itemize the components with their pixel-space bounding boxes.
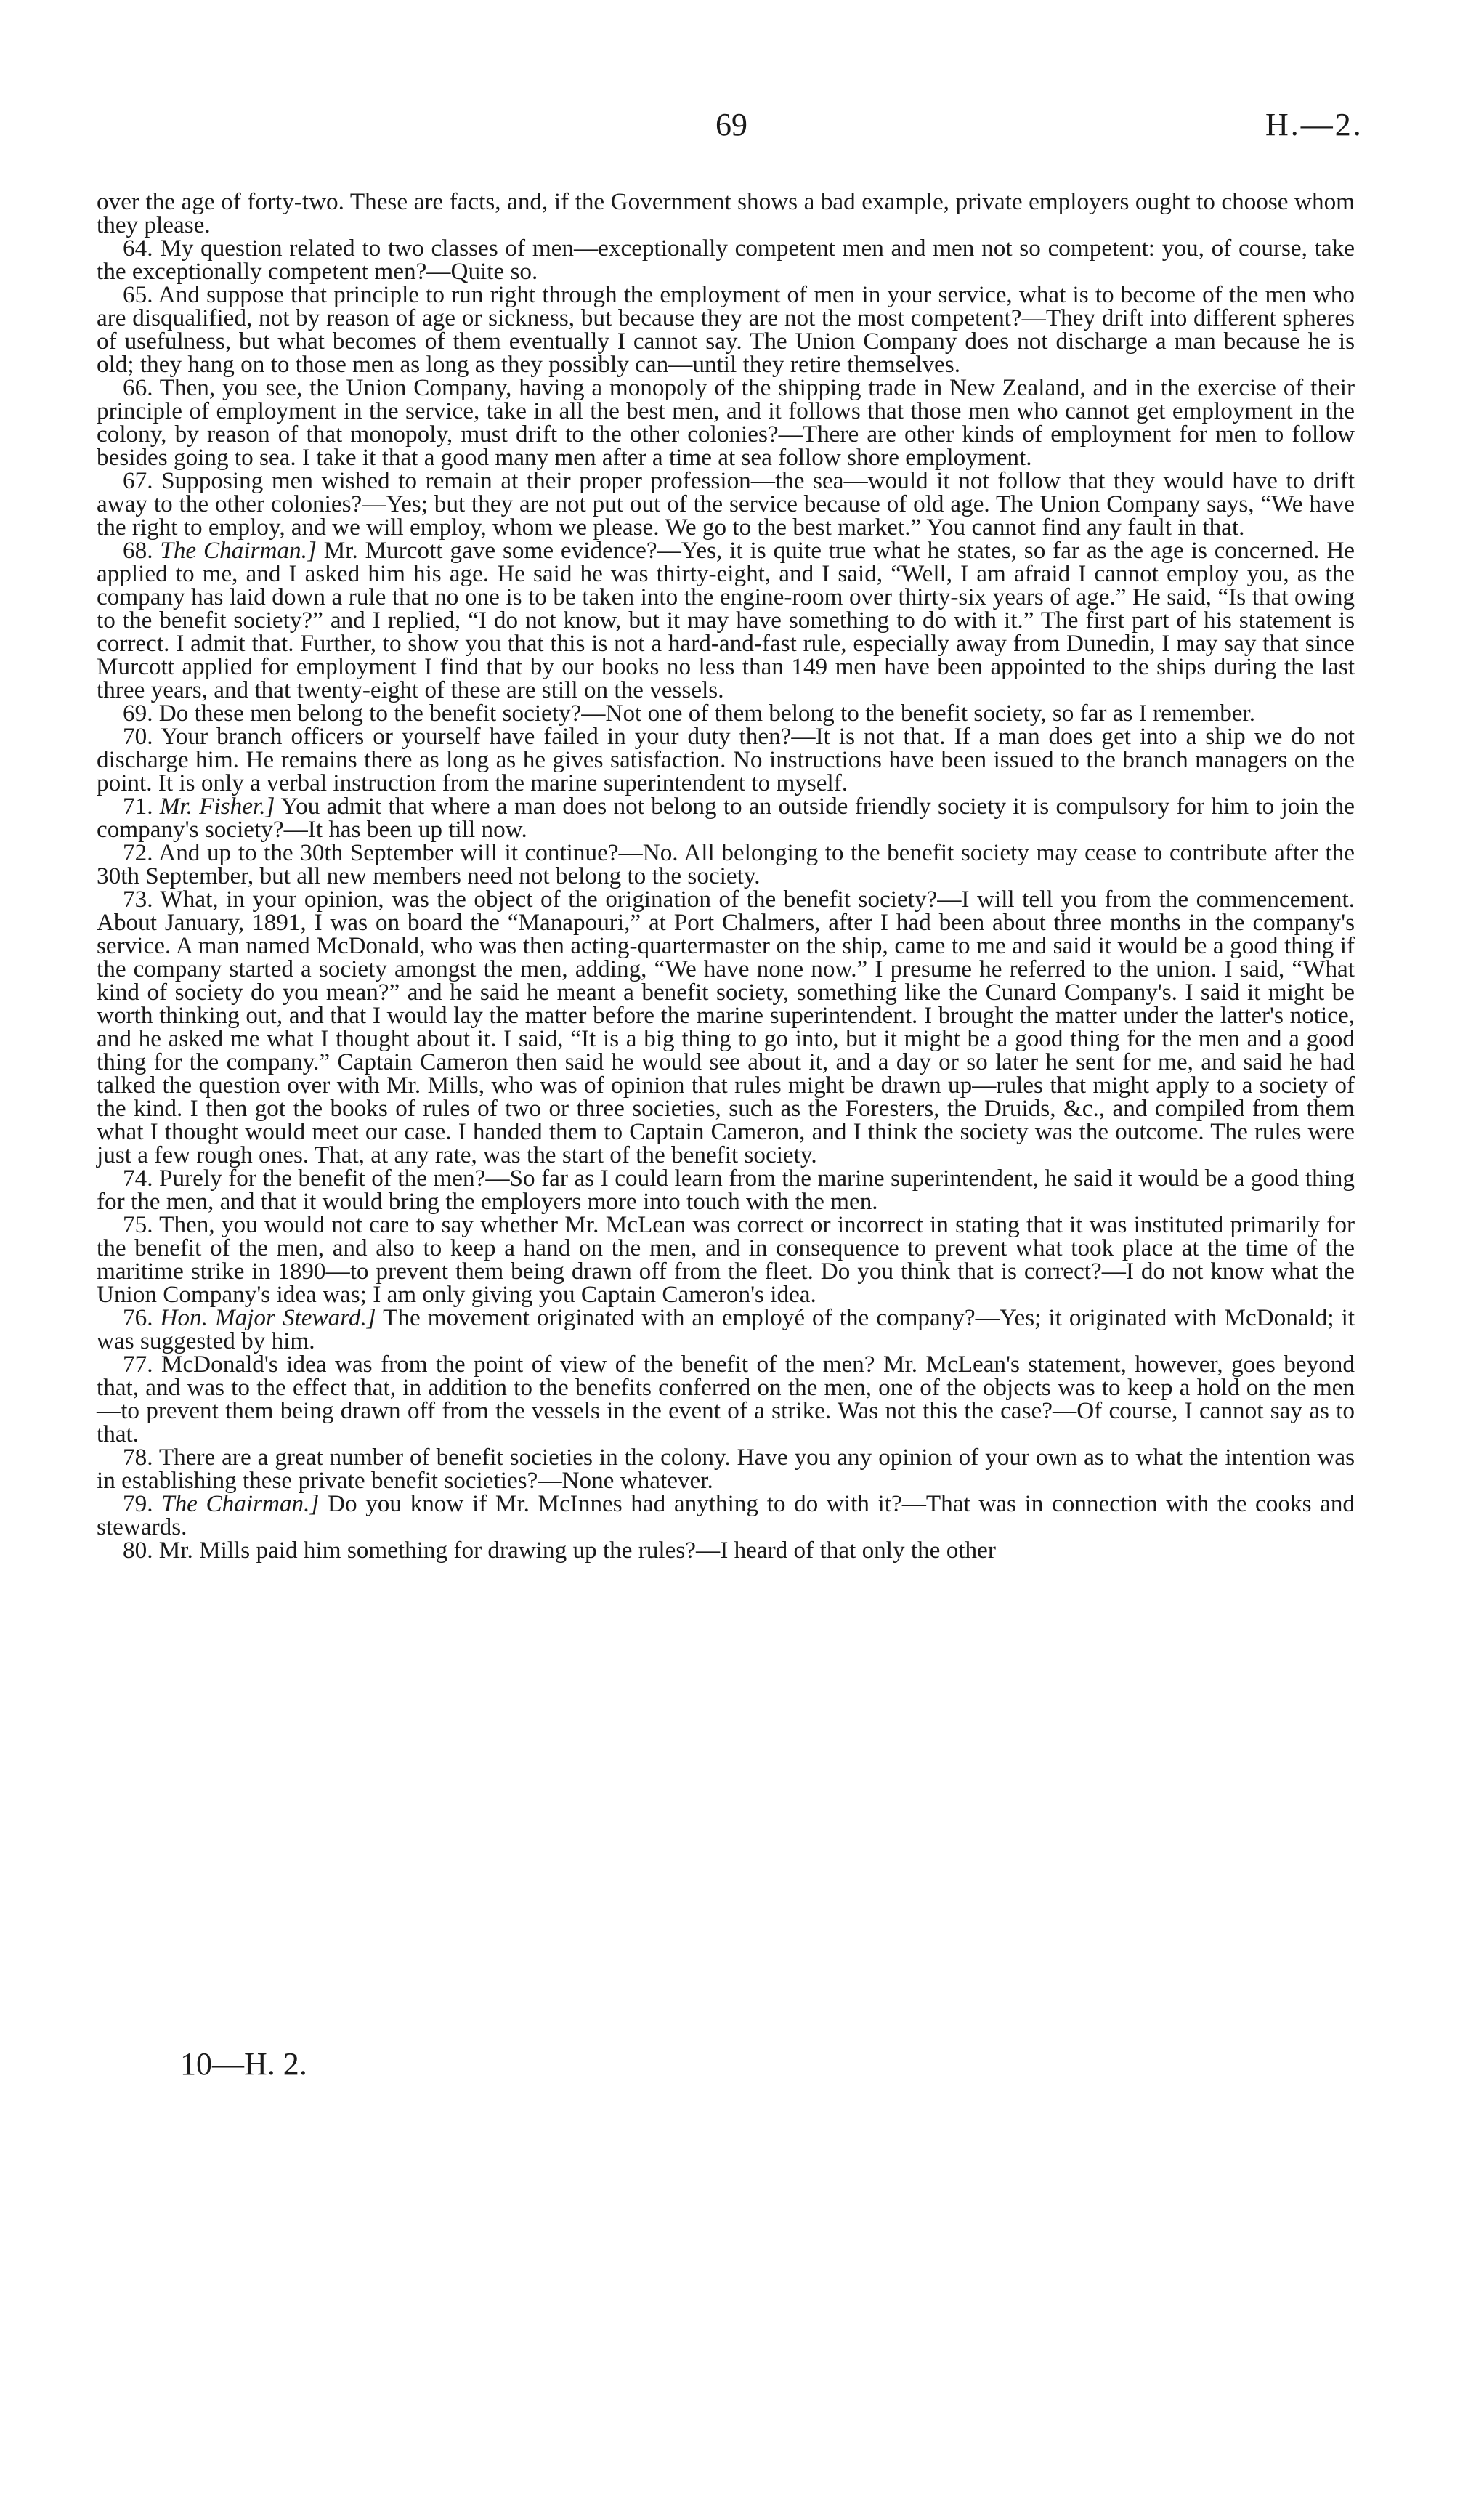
speaker-label: The Chairman.] — [160, 537, 317, 564]
paragraph: 73. What, in your opinion, was the object of the origination of the benefit society?—I will tell you from the commencement. About January, 1891, I was on board the “Manapouri,” at Port Chalmers, after I had been about three months in the company's service. A man named McDonald, who was then acting-quartermaster on the ship, came to me and said it would be a good thing if the company started a society amongst the men, adding, “We have none now.” I presume he referred to the union. I said, “What kind of society do you mean?” and he said he meant a benefit society, something like the Cunard Company's. I said it might be worth thinking out, and that I would lay the matter before the marine superintendent. I brought the matter under the latter's notice, and he asked me what I thought about it. I said, “It is a big thing to go into, but it might be a good thing for the men and a good thing for the company.” Captain Cameron then said he would see about it, and a day or so later he sent for me, and said he had talked the question over with Mr. Mills, who was of opinion that rules might be drawn up—rules that might apply to a society of the kind. I then got the books of rules of two or three societies, such as the Foresters, the Druids, &c., and compiled from them what I thought would meet our case. I handed them to Captain Cameron, and I think the society was the outcome. The rules were just a few rough ones. That, at any rate, was the start of the benefit society. — [97, 886, 1355, 1168]
footer-signature: 10—H. 2. — [180, 2046, 307, 2082]
speaker-label: Hon. Major Steward.] — [160, 1304, 376, 1331]
paragraph: 80. Mr. Mills paid him something for drawing up the rules?—I heard of that only the other — [123, 1537, 996, 1564]
paragraph: 76. Hon. Major Steward.] The movement originated with an employé of the company?—Yes; it originated with McDonald; it was suggested by him. — [97, 1304, 1355, 1354]
paragraph: 74. Purely for the benefit of the men?—So far as I could learn from the marine superintendent, he said it would be a good thing for the men, and that it would bring the employers more into touch with the men. — [97, 1165, 1355, 1215]
speaker-label: Mr. Fisher.] — [159, 793, 275, 820]
paragraph: 66. Then, you see, the Union Company, having a monopoly of the shipping trade in New Zealand, and in the exercise of their principle of employment in the service, take in all the best men, and it follows that those men who cannot get employment in the colony, by reason of that monopoly, must drift to the other colonies?—There are other kinds of employment for men to follow besides going to sea. I take it that a good many men after a time at sea follow shore employment. — [97, 374, 1355, 471]
paragraph: 64. My question related to two classes of men—exceptionally competent men and men not so competent: you, of course, take the exceptionally competent men?—Quite so. — [97, 235, 1355, 285]
paragraph: 69. Do these men belong to the benefit society?—Not one of them belong to the benefit society, so far as I remember. — [123, 700, 1256, 727]
paragraph: 78. There are a great number of benefit societies in the colony. Have you any opinion of your own as to what the intention was in establishing these private benefit societies?—None whatever. — [97, 1444, 1355, 1494]
paragraph: 68. The Chairman.] Mr. Murcott gave some evidence?—Yes, it is quite true what he states, so far as the age is concerned. He applied to me, and I asked him his age. He said he was thirty-eight, and I said, “Well, I am afraid I cannot employ you, as the company has laid down a rule that no one is to be taken into the engine-room over thirty-six years of age.” He said, “Is that owing to the benefit society?” and I replied, “I do not know, but it may have something to do with it.” The first part of his statement is correct. I admit that. Further, to show you that this is not a hard-and-fast rule, especially away from Dunedin, I may say that since Murcott applied for employment I find that by our books no less than 149 men have been appointed to the ships during the last three years, and that twenty-eight of these are still on the vessels. — [97, 537, 1355, 703]
paragraph: 65. And suppose that principle to run right through the employment of men in your service, what is to become of the men who are disqualified, not by reason of age or sickness, but because they are not the most competent?—They drift into different spheres of usefulness, but what becomes of them eventually I cannot say. The Union Company does not discharge a man because he is old; they hang on to those men as long as they possibly can—until they retire themselves. — [97, 281, 1355, 378]
paragraph: 67. Supposing men wished to remain at their proper profession—the sea—would it not follow that they would have to drift away to the other colonies?—Yes; but they are not put out of the service because of old age. The Union Company says, “We have the right to employ, and we will employ, whom we please. We go to the best market.” You cannot find any fault in that. — [97, 467, 1355, 541]
paragraph: 75. Then, you would not care to say whether Mr. McLean was correct or incorrect in stating that it was instituted primarily for the benefit of the men, and also to keep a hand on the men, and in consequence to prevent what took place at the time of the maritime strike in 1890—to prevent them being drawn off from the fleet. Do you think that is correct?—I do not know what the Union Company's idea was; I am only giving you Captain Cameron's idea. — [97, 1211, 1355, 1308]
paragraph: 70. Your branch officers or yourself have failed in your duty then?—It is not that. If a man does get into a ship we do not discharge him. He remains there as long as he gives satisfaction. No instructions have been issued to the branch managers on the point. It is only a verbal instruction from the marine superintendent to myself. — [97, 723, 1355, 796]
paragraph: over the age of forty-two. These are facts, and, if the Government shows a bad example, private employers ought to choose whom they please. — [97, 188, 1355, 238]
document-reference: H.—2. — [1265, 107, 1363, 142]
paragraph: 71. Mr. Fisher.] You admit that where a man does not belong to an outside friendly society it is compulsory for him to join the company's society?—It has been up till now. — [97, 793, 1355, 843]
paragraph: 77. McDonald's idea was from the point of view of the benefit of the men? Mr. McLean's statement, however, goes beyond that, and was to the effect that, in addition to the benefits conferred on the men, one of the objects was to keep a hold on the men—to prevent them being drawn off from the vessels in the event of a strike. Was not this the case?—Of course, I cannot say as to that. — [97, 1351, 1355, 1447]
speaker-label: The Chairman.] — [161, 1490, 320, 1517]
page-number: 69 — [715, 107, 747, 142]
paragraph: 72. And up to the 30th September will it continue?—No. All belonging to the benefit society may cease to contribute after the 30th September, but all new members need not belong to the society. — [97, 839, 1355, 889]
evidence-text — [97, 190, 1355, 1562]
paragraph: 79. The Chairman.] Do you know if Mr. McInnes had anything to do with it?—That was in connection with the cooks and stewards. — [97, 1490, 1355, 1540]
